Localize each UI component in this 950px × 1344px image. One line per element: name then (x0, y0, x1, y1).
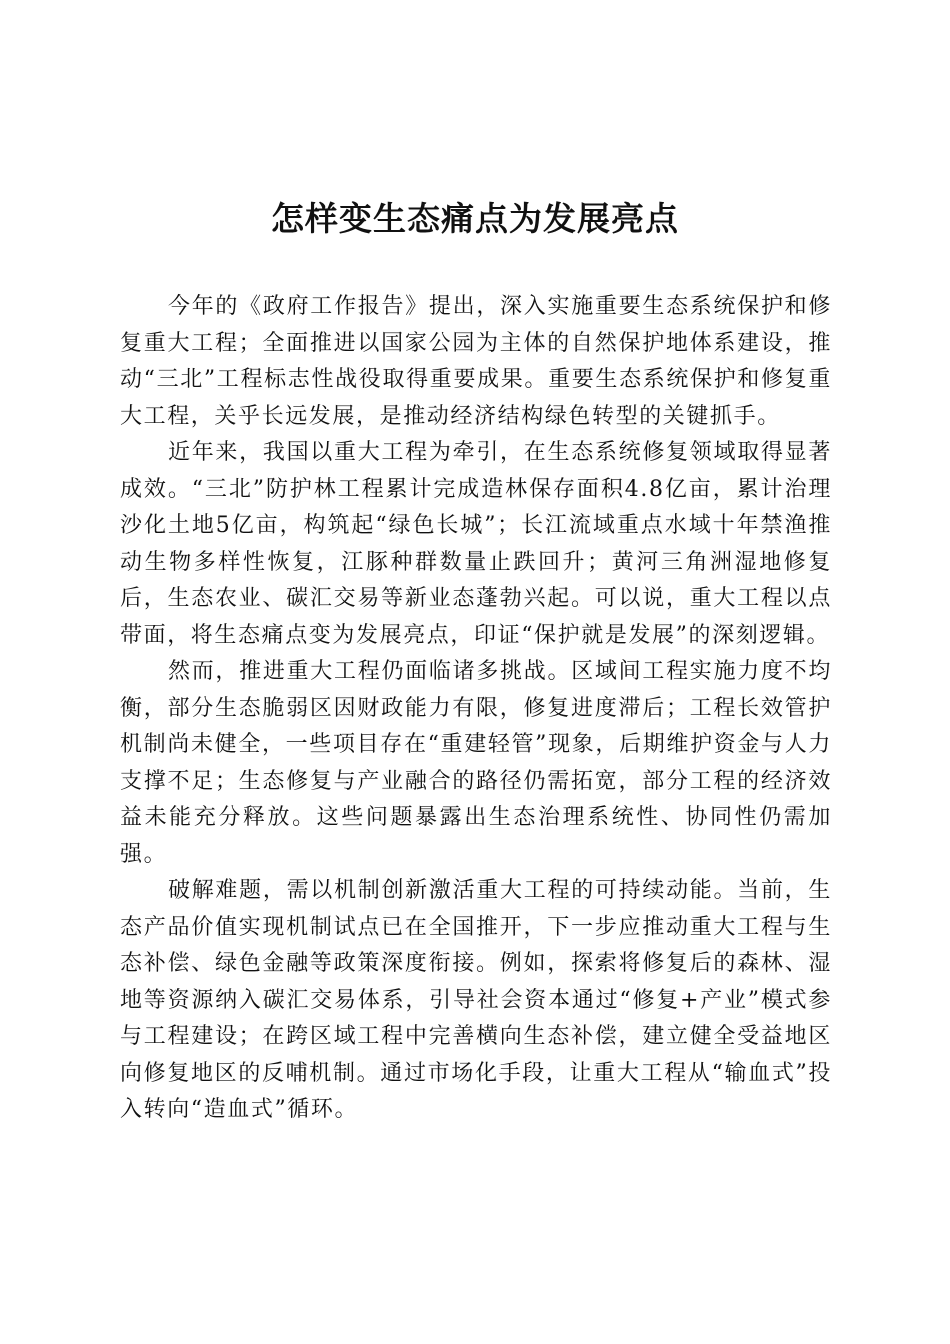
document-title: 怎样变生态痛点为发展亮点 (271, 199, 679, 238)
document-body (120, 289, 832, 1129)
paragraph-2: 近年来，我国以重大工程为牵引，在生态系统修复领域取得显著成效。“三北”防护林工程累计完成造林保存面积4.8亿亩，累计治理沙化土地5亿亩，构筑起“绿色长城”；长江流域重点水域十年禁渔推动生物多样性恢复，江豚种群数量止跌回升；黄河三角洲湿地修复后，生态农业、碳汇交易等新业态蓬勃兴起。可以说，重大工程以点带面，将生态痛点变为发展亮点，印证“保护就是发展”的深刻逻辑。 (120, 440, 832, 648)
paragraph-4: 破解难题，需以机制创新激活重大工程的可持续动能。当前，生态产品价值实现机制试点已在全国推开，下一步应推动重大工程与生态补偿、绿色金融等政策深度衔接。例如，探索将修复后的森林、湿地等资源纳入碳汇交易体系，引导社会资本通过“修复+产业”模式参与工程建设；在跨区域工程中完善横向生态补偿，建立健全受益地区向修复地区的反哺机制。通过市场化手段，让重大工程从“输血式”投入转向“造血式”循环。 (120, 878, 832, 1122)
paragraph-1: 今年的《政府工作报告》提出，深入实施重要生态系统保护和修复重大工程；全面推进以国家公园为主体的自然保护地体系建设，推动“三北”工程标志性战役取得重要成果。重要生态系统保护和修复重大工程，关乎长远发展，是推动经济结构绿色转型的关键抓手。 (120, 294, 832, 429)
paragraph-3: 然而，推进重大工程仍面临诸多挑战。区域间工程实施力度不均衡，部分生态脆弱区因财政能力有限，修复进度滞后；工程长效管护机制尚未健全，一些项目存在“重建轻管”现象，后期维护资金与人力支撑不足；生态修复与产业融合的路径仍需拓宽，部分工程的经济效益未能充分释放。这些问题暴露出生态治理系统性、协同性仍需加强。 (120, 659, 832, 867)
